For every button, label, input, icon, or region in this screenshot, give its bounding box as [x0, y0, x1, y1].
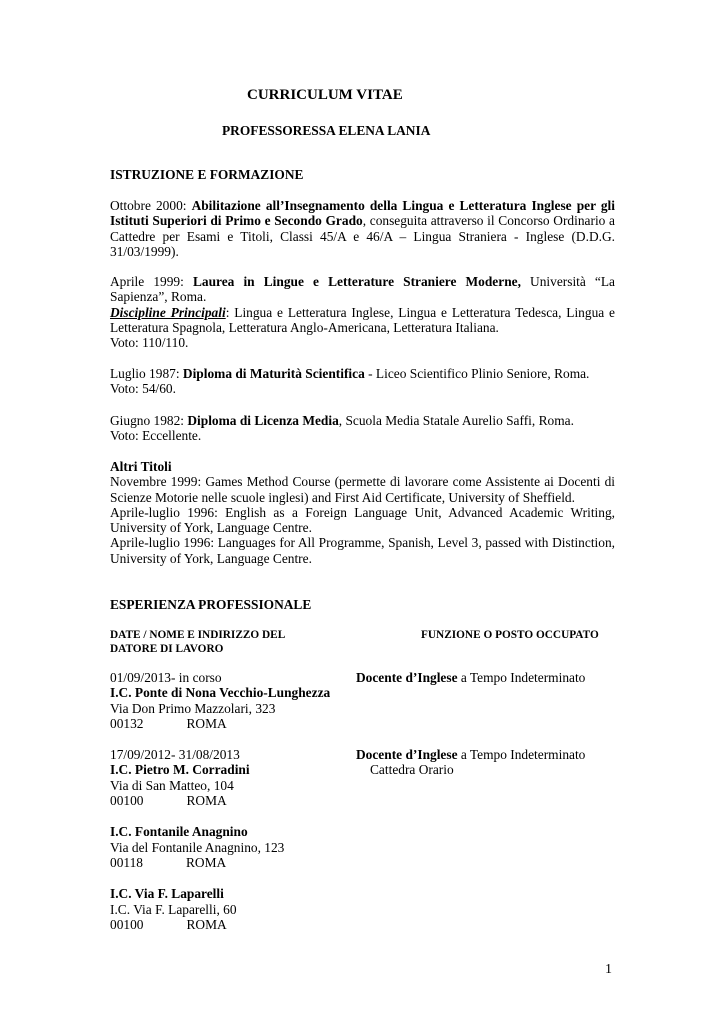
- qualification-title: Laurea in Lingue e Letterature Straniere Moderne,: [192, 274, 521, 289]
- paragraph-laurea: [110, 274, 615, 350]
- grade-text: Voto: 110/110.: [110, 335, 189, 351]
- page-number: 1: [605, 962, 612, 977]
- qualification-detail: , Scuola Media Statale Aurelio Saffi, Roma.: [338, 413, 574, 428]
- entry-cap: 00118: [110, 855, 143, 870]
- date-text: Giugno 1982:: [110, 413, 188, 428]
- entry-cap-city: [110, 917, 227, 932]
- entry-date: 01/09/2013- in corso: [110, 670, 222, 685]
- entry-role-extra: Cattedra Orario: [370, 762, 454, 777]
- qualification-title: Abilitazione all’Insegnamento della Lingua e Letteratura Inglese per gli Istituti Superiori di Primo e Secondo Grado: [110, 198, 615, 229]
- entry-address: Via del Fontanile Anagnino, 123: [110, 840, 285, 855]
- entry-school: I.C. Fontanile Anagnino: [110, 824, 248, 839]
- entry-city: ROMA: [186, 793, 227, 808]
- entry-cap: 00132: [110, 716, 144, 731]
- entry-school: I.C. Pietro M. Corradini: [110, 762, 250, 777]
- column-header-right: FUNZIONE O POSTO OCCUPATO: [421, 629, 599, 641]
- qualification-title: Diploma di Licenza Media: [187, 413, 339, 428]
- paragraph-maturita: [110, 366, 615, 397]
- entry-cap-city: [110, 855, 226, 870]
- entry-role: Docente d’Inglese a Tempo Indeterminato: [356, 747, 586, 762]
- document-title: CURRICULUM VITAE: [247, 87, 403, 103]
- entry-role: Docente d’Inglese a Tempo Indeterminato: [356, 670, 586, 685]
- entry-date: 17/09/2012- 31/08/2013: [110, 747, 240, 762]
- date-text: Aprile 1999:: [110, 274, 193, 289]
- entry-city: ROMA: [186, 917, 227, 932]
- column-header-left: DATE / NOME E INDIRIZZO DEL DATORE DI LAVORO: [110, 629, 286, 655]
- paragraph-licenza: [110, 413, 615, 444]
- entry-cap-city: [110, 793, 227, 808]
- date-text: Luglio 1987:: [110, 366, 183, 381]
- paragraph-altri-titoli: [110, 459, 615, 566]
- discipline-list: : Lingua e Letteratura Inglese, Lingua e Letteratura Tedesca, Lingua e Letteratura Spagnola, Letteratura Anglo-Americana, Letteratura Italiana.: [110, 304, 615, 335]
- section-heading-esperienza: ESPERIENZA PROFESSIONALE: [110, 597, 312, 612]
- entry-cap: 00100: [110, 793, 144, 808]
- qualification-detail: Università “La Sapienza”, Roma.: [110, 274, 616, 305]
- entry-school: I.C. Ponte di Nona Vecchio-Lunghezza: [110, 685, 331, 700]
- qualification-detail: , conseguita attraverso il Concorso Ordinario a Cattedre per Esami e Titoli, Classi 45/A e 46/A – Lingua Straniera - Inglese (D.D.G. 31/03/1999).: [110, 213, 615, 259]
- date-text: Ottobre 2000:: [110, 198, 192, 213]
- section-heading-istruzione: ISTRUZIONE E FORMAZIONE: [110, 167, 304, 182]
- qualification-title: Diploma di Maturità Scientifica: [182, 366, 365, 381]
- altri-titolo-item: Aprile-luglio 1996: Languages for All Programme, Spanish, Level 3, passed with Distinction, University of York, Language Centre.: [110, 535, 615, 566]
- discipline-label: Discipline Principali: [110, 304, 226, 320]
- entry-city: ROMA: [186, 716, 227, 731]
- document-subtitle: PROFESSORESSA ELENA LANIA: [222, 123, 431, 138]
- entry-address: I.C. Via F. Laparelli, 60: [110, 902, 237, 917]
- altri-titolo-item: Aprile-luglio 1996: English as a Foreign Language Unit, Advanced Academic Writing, University of York, Language Centre.: [110, 504, 615, 536]
- grade-text: Voto: Eccellente.: [110, 428, 202, 444]
- paragraph-abilitazione: [110, 198, 615, 259]
- qualification-detail: - Liceo Scientifico Plinio Seniore, Roma.: [364, 366, 590, 381]
- entry-school: I.C. Via F. Laparelli: [110, 886, 224, 901]
- altri-titoli-heading: Altri Titoli: [110, 459, 172, 474]
- entry-address: Via di San Matteo, 104: [110, 778, 234, 793]
- entry-city: ROMA: [185, 855, 227, 870]
- grade-text: Voto: 54/60.: [110, 381, 176, 397]
- entry-cap-city: [110, 716, 227, 731]
- altri-titolo-item: Novembre 1999: Games Method Course (permette di lavorare come Assistente ai Docenti di Scienze Motorie nelle scuole inglesi) and First Aid Certificate, University of Sheffield.: [110, 474, 615, 505]
- entry-address: Via Don Primo Mazzolari, 323: [110, 701, 276, 716]
- entry-cap: 00100: [110, 917, 144, 932]
